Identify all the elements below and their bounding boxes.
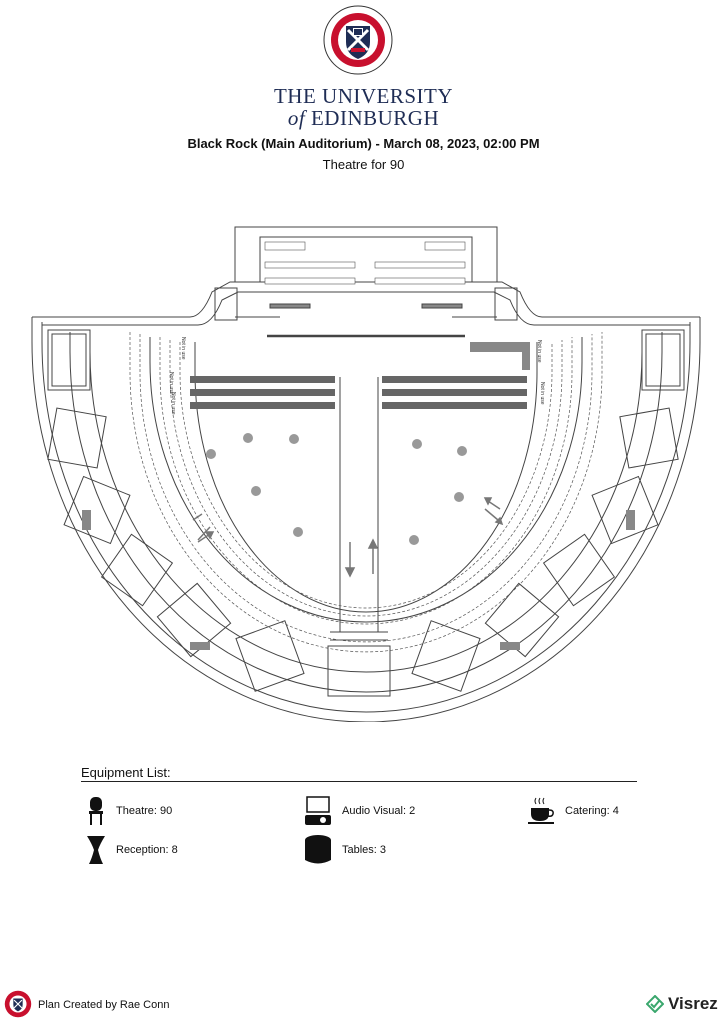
equipment-item-label: Theatre: 90 <box>116 805 173 817</box>
round-table-icon <box>304 834 332 866</box>
equipment-item-theatre <box>86 796 172 826</box>
chair-icon <box>86 796 106 826</box>
equipment-heading: Equipment List: <box>81 765 171 780</box>
not-in-use-label: Not in use <box>168 372 174 395</box>
equipment-item-label: Audio Visual: 2 <box>342 805 416 817</box>
booth-tag <box>190 642 210 650</box>
equipment-item-catering <box>527 796 619 826</box>
round-table-icon <box>206 433 467 545</box>
divider <box>81 781 637 782</box>
equipment-item-reception <box>86 834 178 866</box>
equipment-item-label: Tables: 3 <box>342 844 387 856</box>
not-in-use-block <box>522 342 530 370</box>
university-name-of: of <box>287 106 306 130</box>
not-in-use-label: Not in use <box>536 340 542 363</box>
stage-seating <box>265 242 465 284</box>
booth-tag <box>626 510 635 530</box>
audio-visual-icon <box>304 796 332 826</box>
equipment-item-tables <box>304 834 386 866</box>
direction-arrow-icon <box>193 498 502 576</box>
university-crest-icon <box>322 4 394 76</box>
equipment-item-audio-visual <box>304 796 415 826</box>
university-name-line2 <box>0 106 727 131</box>
layout-name: Theatre for 90 <box>322 157 405 172</box>
visrez-logo-icon <box>646 995 664 1013</box>
theatre-chair-rows <box>190 376 527 409</box>
booth-tag <box>82 510 91 530</box>
floor-plan <box>30 222 702 722</box>
not-in-use-label: Not in use <box>180 337 186 360</box>
booth-tag <box>500 642 520 650</box>
not-in-use-block <box>470 342 530 352</box>
plan-credit: Plan Created by Rae Conn <box>38 999 170 1011</box>
brand-name: Visrez <box>668 994 718 1013</box>
university-crest-icon <box>4 990 32 1018</box>
brand-logo <box>646 994 718 1014</box>
not-in-use-label: Not in use <box>539 382 545 405</box>
not-in-use-label: Not in use <box>170 392 176 415</box>
event-title: Black Rock (Main Auditorium) - March 08, 2023, 02:00 PM <box>187 136 540 151</box>
equipment-item-label: Catering: 4 <box>565 805 619 817</box>
university-name-line1: THE UNIVERSITY <box>273 84 454 108</box>
coffee-cup-icon <box>527 796 555 826</box>
university-name-edinburgh: EDINBURGH <box>310 106 440 130</box>
equipment-item-label: Reception: 8 <box>116 844 178 856</box>
cocktail-table-icon <box>86 834 106 866</box>
